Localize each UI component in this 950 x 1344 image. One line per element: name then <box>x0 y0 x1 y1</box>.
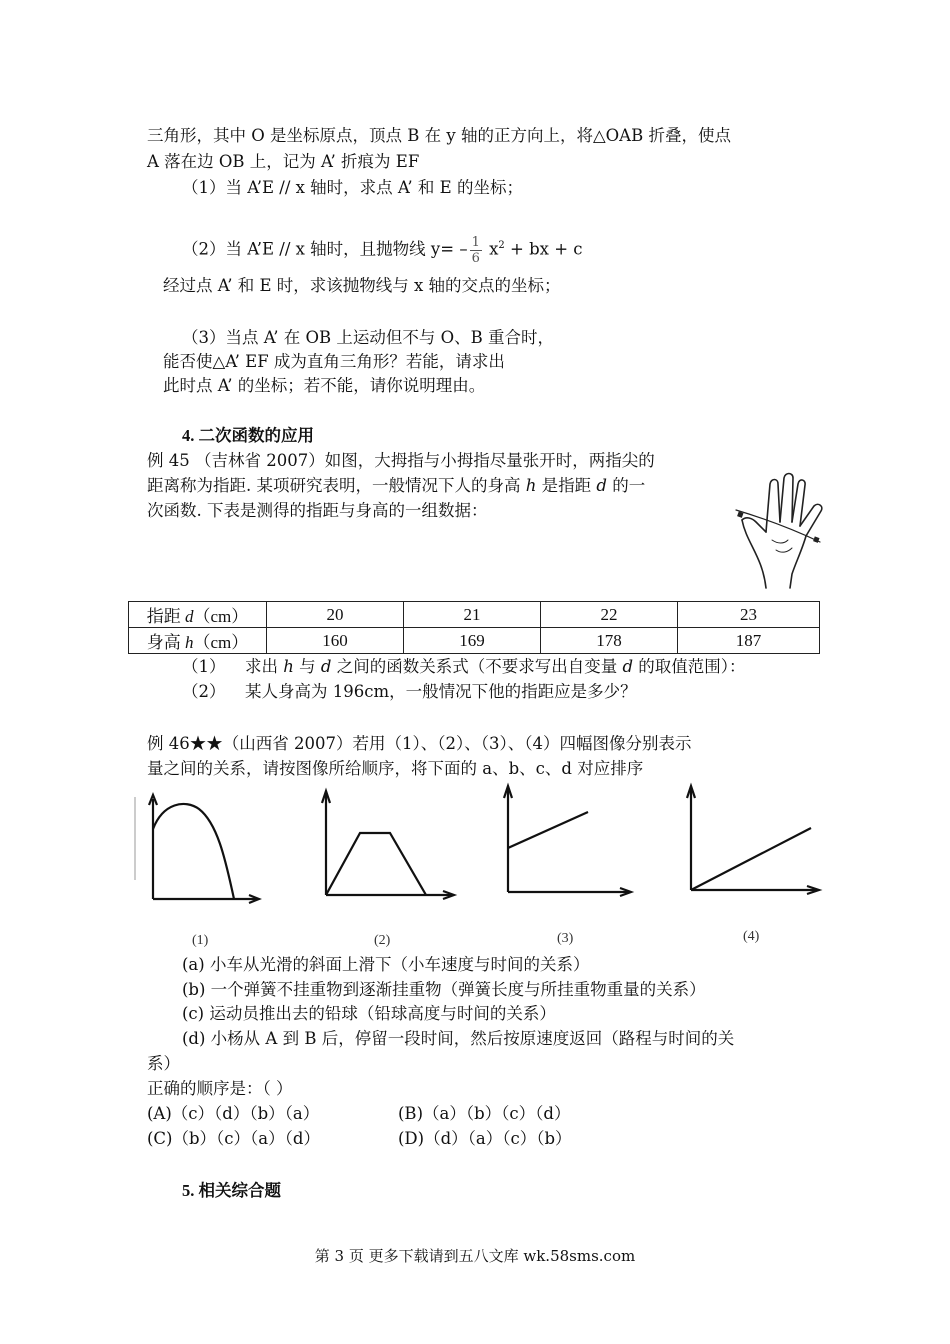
row-label <box>129 628 267 654</box>
text-run: 与 <box>293 657 321 676</box>
text-run: 求出 <box>245 657 284 676</box>
option-c: (c) 运动员推出去的铅球（铅球高度与时间的关系） <box>182 1004 556 1023</box>
example-46-line2: 量之间的关系，请按图像所给顺序，将下面的 a、b、c、d 对应排序 <box>147 759 644 778</box>
option-b: (b) 一个弹簧不挂重物到逐渐挂重物（弹簧长度与所挂重物重量的关系） <box>182 980 706 999</box>
sub-question-number: （1） <box>182 657 226 676</box>
graph-label: (3) <box>557 931 574 946</box>
problem-text-line: A 落在边 OB 上，记为 A’ 折痕为 EF <box>147 152 420 171</box>
choice-d: (D)（d）（a）（c）（b） <box>398 1129 572 1148</box>
option-d: (d) 小杨从 A 到 B 后，停留一段时间，然后按原速度返回（路程与时间的关 <box>182 1029 735 1048</box>
sub-question-1 <box>245 655 746 679</box>
question-2-line2: 经过点 A’ 和 E 时，求该抛物线与 x 轴的交点的坐标； <box>163 276 561 295</box>
var-h: h <box>184 633 194 652</box>
example-46-line1: 例 46★★（山西省 2007）若用（1）、（2）、（3）、（4）四幅图像分别表示 <box>147 734 692 753</box>
text-run: 之间的函数关系式（不要求写出自变量 <box>331 657 623 676</box>
text-run: 身高 <box>146 633 185 652</box>
option-d-line2: 系） <box>147 1054 180 1073</box>
table-cell: 178 <box>541 628 678 654</box>
fraction <box>470 235 482 266</box>
table-cell: 20 <box>267 602 404 628</box>
var-h: h <box>525 476 537 495</box>
graph-label: (4) <box>743 929 760 944</box>
section-heading: 4. 二次函数的应用 <box>182 426 314 445</box>
question-2-prefix: （2）当 A’E // x 轴时，且抛物线 y= – <box>182 239 468 259</box>
table-cell: 160 <box>267 628 404 654</box>
page-footer: 第 3 页 更多下载请到五八文库 wk.58sms.com <box>314 1247 636 1265</box>
text-run: （cm） <box>193 607 249 626</box>
choice-a: (A)（c）（d）（b）（a） <box>147 1104 320 1123</box>
var-d: d <box>184 607 194 626</box>
graph-2-trapezoid <box>318 785 458 910</box>
var-d: d <box>622 657 634 676</box>
table-cell: 22 <box>541 602 678 628</box>
table-row <box>129 602 820 628</box>
choice-c: (C)（b）（c）（a）（d） <box>147 1129 320 1148</box>
table-cell: 169 <box>404 628 541 654</box>
question-3-line3: 此时点 A’ 的坐标；若不能，请你说明理由。 <box>163 376 486 395</box>
var-d: d <box>596 476 607 495</box>
answer-prompt: 正确的顺序是：（ ） <box>147 1079 293 1098</box>
text-run: 是指距 <box>536 476 597 495</box>
text-run: 指距 <box>146 607 185 626</box>
exponent: 2 <box>498 240 505 251</box>
problem-text-line: 三角形，其中 O 是坐标原点，顶点 B 在 y 轴的正方向上，将△OAB 折叠，使点 <box>147 126 731 145</box>
question-2-suffix: + bx + c <box>504 239 583 259</box>
graph-label: (1) <box>192 933 209 948</box>
fraction-numerator: 1 <box>471 234 480 250</box>
table-cell: 187 <box>678 628 820 654</box>
table-cell: 21 <box>404 602 541 628</box>
example-45-line2 <box>147 474 645 498</box>
text-run: 距离称为指距. 某项研究表明，一般情况下人的身高 <box>147 476 526 495</box>
example-45-line3: 次函数. 下表是测得的指距与身高的一组数据： <box>147 501 488 520</box>
graph-4-line <box>683 780 823 905</box>
span-height-table <box>128 601 820 654</box>
text-run: 的取值范围）： <box>633 657 746 676</box>
question-3: （3）当点 A’ 在 OB 上运动但不与 O、B 重合时， <box>182 328 555 347</box>
section-heading: 5. 相关综合题 <box>182 1181 281 1200</box>
text-run: （cm） <box>193 633 249 652</box>
row-label <box>129 602 267 628</box>
table-row <box>129 628 820 654</box>
question-3-line2: 能否使△A’ EF 成为直角三角形？若能，请求出 <box>163 352 505 371</box>
question-2-x: x <box>483 239 499 259</box>
var-h: h <box>283 657 294 676</box>
hand-span-illustration <box>736 470 826 590</box>
option-a: (a) 小车从光滑的斜面上滑下（小车速度与时间的关系） <box>182 955 590 974</box>
question-2 <box>182 234 583 266</box>
graph-3-line <box>500 780 640 905</box>
choice-b: (B)（a）（b）（c）（d） <box>398 1104 571 1123</box>
var-d: d <box>320 657 332 676</box>
graph-label: (2) <box>374 933 391 948</box>
graph-1-arc <box>133 785 268 910</box>
fraction-denominator: 6 <box>471 250 480 266</box>
question-1: （1）当 A’E // x 轴时，求点 A’ 和 E 的坐标； <box>182 178 523 197</box>
sub-question-2: 某人身高为 196cm，一般情况下他的指距应是多少？ <box>245 682 637 701</box>
table-cell: 23 <box>678 602 820 628</box>
text-run: 的一 <box>606 476 646 495</box>
sub-question-number: （2） <box>182 682 226 701</box>
example-45-line1: 例 45 （吉林省 2007）如图，大拇指与小拇指尽量张开时，两指尖的 <box>147 451 655 470</box>
